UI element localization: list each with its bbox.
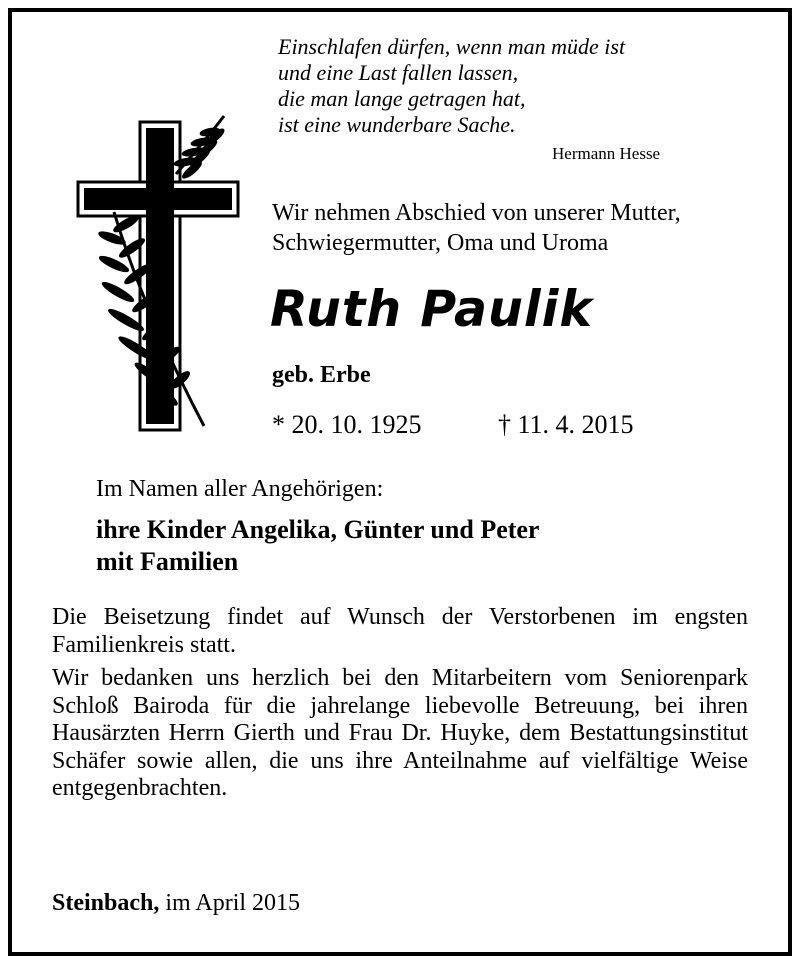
signoff	[52, 890, 300, 917]
poem-line: ist eine wunderbare Sache.	[278, 112, 516, 137]
poem-line: und eine Last fallen lassen,	[278, 60, 519, 85]
mourners-names	[96, 514, 539, 578]
farewell-intro	[272, 198, 681, 258]
signoff-date: im April 2015	[165, 890, 301, 916]
deceased-name: Ruth Paulik	[270, 280, 594, 338]
birth-date: * 20. 10. 1925	[272, 410, 422, 439]
intro-line: Wir nehmen Abschied von unserer Mutter,	[272, 200, 681, 226]
mourners-line: ihre Kinder Angelika, Günter und Peter	[96, 515, 540, 544]
maiden-name: geb. Erbe	[272, 362, 371, 388]
life-dates	[272, 410, 634, 440]
burial-paragraph: Die Beisetzung findet auf Wunsch der Verstorbenen im engsten Familienkreis statt.	[52, 604, 748, 658]
death-date: † 11. 4. 2015	[498, 410, 634, 439]
behalf-line: Im Namen aller Angehörigen:	[96, 476, 384, 502]
mourners-line: mit Familien	[96, 547, 239, 576]
notice-body	[52, 604, 748, 809]
poem-quote	[278, 34, 625, 138]
signoff-place: Steinbach,	[52, 890, 160, 916]
intro-line: Schwiegermutter, Oma und Uroma	[272, 230, 609, 256]
poem-line: die man lange getragen hat,	[278, 86, 526, 111]
poem-author: Hermann Hesse	[552, 144, 661, 163]
thanks-paragraph: Wir bedanken uns herzlich bei den Mitarbeitern vom Seniorenpark Schloß Bairoda für die jahrelange liebevolle Betreuung, bei ihren Hausärzten Herrn Gierth und Frau Dr. Huyke, dem Bestattungsinstitut Schäfer sowie allen, die uns ihre Anteilnahme auf vielfältige Weise entgegenbrachten.	[52, 665, 748, 801]
poem-line: Einschlafen dürfen, wenn man müde ist	[278, 34, 626, 59]
cross-with-palm-icon	[74, 112, 244, 434]
